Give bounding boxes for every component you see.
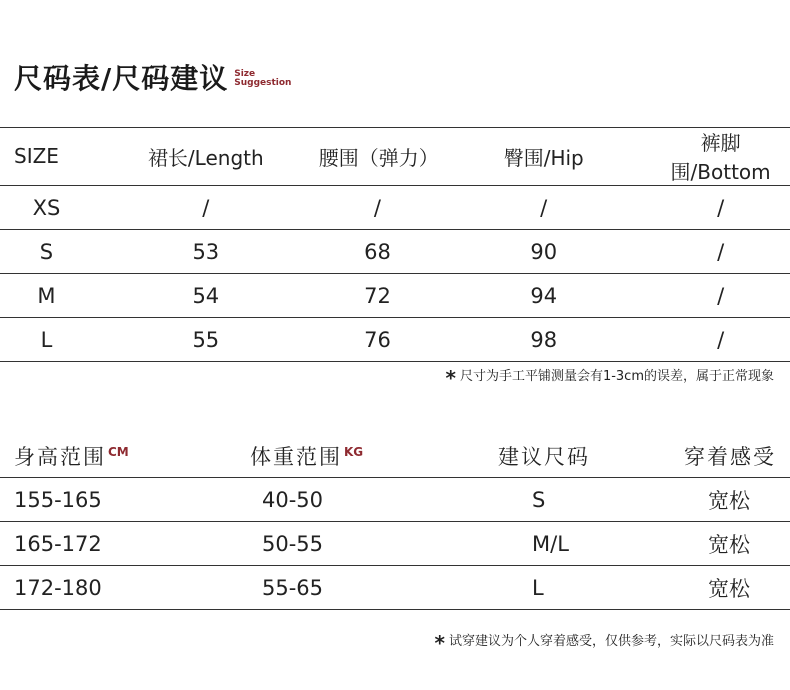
cell-waist: 76 <box>319 318 437 362</box>
cell-bottom: / <box>651 274 790 318</box>
rec-table-header-row <box>0 435 790 478</box>
table-row <box>0 522 790 566</box>
header-hip: 臀围/Hip <box>436 127 651 186</box>
cell-hip: 98 <box>436 318 651 362</box>
header-waist: 腰围（弹力） <box>319 127 437 186</box>
table-row <box>0 230 790 274</box>
cell-fit: 宽松 <box>682 522 790 566</box>
cell-hip: 94 <box>436 274 651 318</box>
cell-height: 165-172 <box>0 522 244 566</box>
cell-weight: 50-55 <box>244 522 492 566</box>
cell-height: 172-180 <box>0 566 244 610</box>
cell-waist: 68 <box>319 230 437 274</box>
subtitle-line-size: Size <box>234 69 256 79</box>
size-recommendation-table <box>0 435 790 610</box>
fit-note <box>434 630 774 655</box>
cell-bottom: / <box>651 318 790 362</box>
header-size: SIZE <box>0 127 93 186</box>
cell-hip: 90 <box>436 230 651 274</box>
height-unit: CM <box>108 445 129 459</box>
measurement-note <box>445 365 774 390</box>
measurement-note-text: 尺寸为手工平铺测量会有1-3cm的误差，属于正常现象 <box>459 369 774 384</box>
cell-bottom: / <box>651 186 790 230</box>
cell-waist: / <box>319 186 437 230</box>
cell-size: L <box>0 318 93 362</box>
table-row <box>0 318 790 362</box>
cell-bottom: / <box>651 230 790 274</box>
cell-hip: / <box>436 186 651 230</box>
cell-suggested-size: L <box>492 566 682 610</box>
header-height-label: 身高范围 <box>14 445 106 469</box>
cell-size: M <box>0 274 93 318</box>
header-suggested-size: 建议尺码 <box>492 435 682 478</box>
cell-length: 53 <box>93 230 319 274</box>
asterisk-icon: * <box>445 365 456 390</box>
table-row <box>0 274 790 318</box>
cell-suggested-size: S <box>492 478 682 522</box>
header-length: 裙长/Length <box>93 127 319 186</box>
table-row <box>0 566 790 610</box>
fit-note-text: 试穿建议为个人穿着感受，仅供参考，实际以尺码表为准 <box>448 634 774 649</box>
cell-weight: 55-65 <box>244 566 492 610</box>
cell-fit: 宽松 <box>682 566 790 610</box>
cell-length: / <box>93 186 319 230</box>
cell-size: XS <box>0 186 93 230</box>
subtitle-line-suggestion: Suggestion <box>234 78 292 88</box>
cell-height: 155-165 <box>0 478 244 522</box>
cell-length: 55 <box>93 318 319 362</box>
cell-length: 54 <box>93 274 319 318</box>
header-bottom: 裤脚围/Bottom <box>651 127 790 186</box>
page-subtitle <box>234 70 291 88</box>
page-title: 尺码表/尺码建议 <box>14 62 229 95</box>
page-title-group <box>14 62 291 96</box>
cell-fit: 宽松 <box>682 478 790 522</box>
header-fit-feel: 穿着感受 <box>682 435 790 478</box>
table-row <box>0 186 790 230</box>
header-height-range <box>0 435 244 478</box>
cell-size: S <box>0 230 93 274</box>
size-table-header-row <box>0 127 790 186</box>
cell-suggested-size: M/L <box>492 522 682 566</box>
asterisk-icon: * <box>434 630 445 655</box>
cell-weight: 40-50 <box>244 478 492 522</box>
weight-unit: KG <box>344 445 364 459</box>
header-weight-range <box>244 435 492 478</box>
cell-waist: 72 <box>319 274 437 318</box>
header-weight-label: 体重范围 <box>250 445 342 469</box>
table-row <box>0 478 790 522</box>
size-chart-table <box>0 127 790 362</box>
